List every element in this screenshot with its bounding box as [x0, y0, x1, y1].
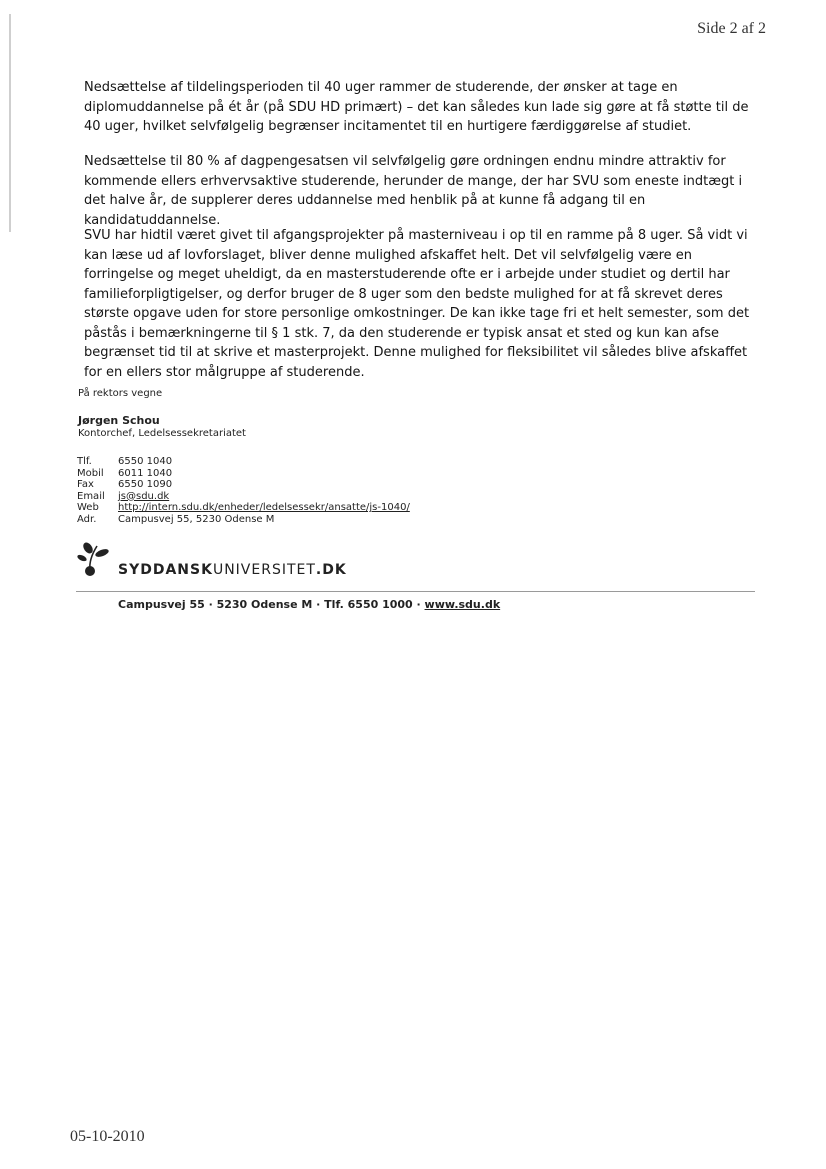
contact-value: 6550 1090 [118, 479, 173, 491]
paragraph-2: Nedsættelse til 80 % af dagpengesatsen vil selvfølgelig gøre ordningen endnu mindre attraktiv for kommende ellers erhvervsaktive studerende, herunder de mange, der har SVU som eneste indtægt i det halve år, de supplerer deres uddannelse med henblik på at kunne få adgang til en kandidatuddannelse. [84, 154, 743, 228]
contact-label: Fax [77, 479, 94, 491]
contact-label: Email [77, 490, 105, 502]
page-number: Side 2 af 2 [697, 20, 766, 37]
contact-value: 6011 1040 [118, 467, 173, 479]
signature-title: Kontorchef, Ledelsessekretariatet [78, 428, 246, 439]
footer [118, 598, 500, 611]
contact-label: Tlf. [77, 456, 92, 467]
contact-row-fax [77, 479, 410, 491]
contact-label: Adr. [77, 513, 97, 525]
footer-divider [76, 591, 755, 592]
sdu-logo-icon [76, 540, 116, 578]
contact-value: 6550 1040 [118, 456, 173, 467]
wordmark-light: UNIVERSITET [212, 562, 316, 578]
contact-label: Web [77, 502, 99, 514]
paragraph-1: Nedsættelse af tildelingsperioden til 40 uger rammer de studerende, der ønsker at tage en diplomuddannelse på ét år (på SDU HD primært) – det kan således kun lade sig gøre at få støtte til de 40 uger, hvilket selvfølgelig begrænser incitamentet til en hurtigere færdiggørelse af studiet. [84, 80, 749, 134]
web-link[interactable]: http://intern.sdu.dk/enheder/ledelsessekr/ansatte/js-1040/ [118, 502, 410, 514]
contact-row-mobile [77, 468, 410, 480]
contact-row-web [77, 502, 410, 514]
fax-date-stamp: 05-10-2010 [70, 1128, 145, 1145]
wordmark-domain: .DK [315, 562, 347, 578]
signature-name: Jørgen Schou [78, 414, 160, 427]
contact-row-phone [77, 456, 410, 468]
contact-row-email [77, 491, 410, 503]
email-link[interactable]: js@sdu.dk [118, 490, 170, 502]
contact-value: Campusvej 55, 5230 Odense M [118, 513, 275, 525]
contact-row-address [77, 514, 410, 526]
sdu-wordmark [118, 562, 347, 578]
paragraph-3: SVU har hidtil været givet til afgangsprojekter på masterniveau i op til en ramme på 8 uger. Så vidt vi kan læse ud af lovforslaget, bliver denne mulighed afskaffet helt. Det vil selvfølgelig være en forringelse og meget uheldigt, da en masterstuderende ofte er i arbejde under studiet og dertil har familieforpligtigelser, og derfor bruger de 8 uger som den bedste mulighed for at få skrevet deres største opgave uden for store personlige omkostninger. De kan ikke tage fri et helt semester, som det påstås i bemærkningerne til § 1 stk. 7, da den studerende er typisk ansat et sted og kun kan afse begrænset tid til at skrive et masterprojekt. Denne mulighed for fleksibilitet vil således blive afskaffet for en ellers stor målgruppe af studerende. [84, 228, 750, 380]
contact-block [77, 456, 410, 526]
contact-label: Mobil [77, 467, 104, 479]
footer-website-link[interactable]: www.sdu.dk [424, 598, 501, 611]
signature-greeting: På rektors vegne [78, 388, 163, 399]
footer-address: Campusvej 55 · 5230 Odense M · Tlf. 6550 1000 · [118, 598, 425, 611]
scan-margin-line [9, 14, 11, 232]
wordmark-bold: SYDDANSK [118, 562, 213, 578]
